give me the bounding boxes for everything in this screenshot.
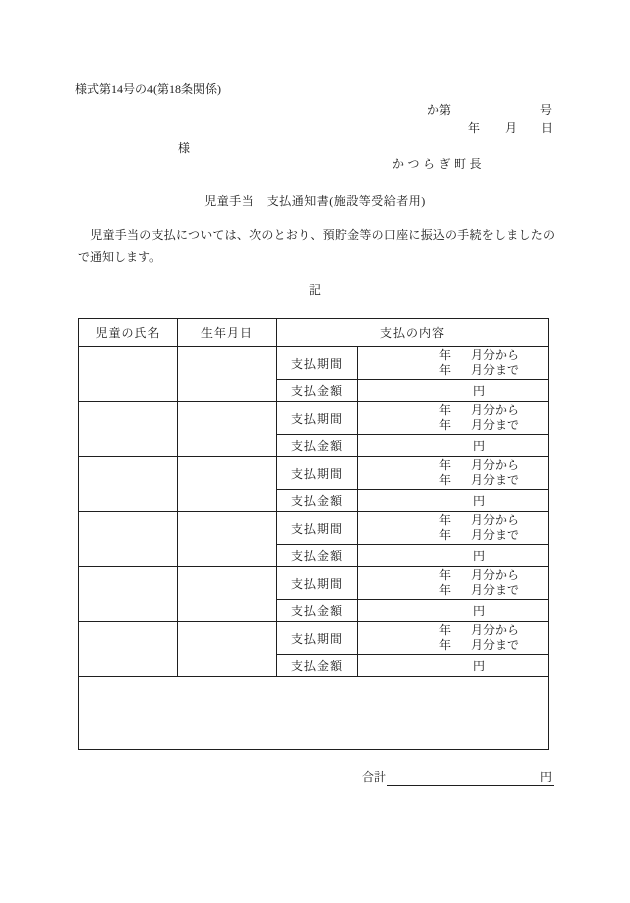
period-to-year-label: 年 bbox=[438, 418, 451, 432]
period-to-year-label: 年 bbox=[438, 583, 451, 597]
period-to-year-label: 年 bbox=[438, 528, 451, 542]
period-to-month-label: 月分まで bbox=[471, 583, 520, 597]
period-label-cell: 支払期間 bbox=[277, 347, 358, 380]
birthdate-cell bbox=[178, 512, 277, 567]
period-from-month-label: 月分から bbox=[471, 513, 520, 527]
total-label: 合計 bbox=[362, 770, 387, 784]
date-month-label: 月 bbox=[505, 121, 518, 135]
birthdate-cell bbox=[178, 457, 277, 512]
header-child-name: 児童の氏名 bbox=[79, 319, 178, 347]
period-from-year-label: 年 bbox=[438, 513, 451, 527]
sender-name: かつらぎ町長 bbox=[392, 157, 486, 171]
period-from-month-label: 月分から bbox=[471, 403, 520, 417]
period-label-cell: 支払期間 bbox=[277, 402, 358, 435]
period-label-cell: 支払期間 bbox=[277, 567, 358, 600]
total-amount-blank bbox=[387, 768, 554, 786]
period-label-cell: 支払期間 bbox=[277, 457, 358, 490]
amount-label-cell: 支払金額 bbox=[277, 545, 358, 567]
amount-label-cell: 支払金額 bbox=[277, 655, 358, 677]
period-label-cell: 支払期間 bbox=[277, 622, 358, 655]
note-mark: 記 bbox=[308, 283, 321, 297]
amount-unit-cell: 円 bbox=[358, 435, 549, 457]
birthdate-cell bbox=[178, 622, 277, 677]
child-name-cell bbox=[79, 402, 178, 457]
addressee-suffix: 様 bbox=[178, 141, 191, 155]
record-period-row bbox=[79, 567, 549, 600]
period-from-month-label: 月分から bbox=[471, 568, 520, 582]
child-name-cell bbox=[79, 512, 178, 567]
period-label-cell: 支払期間 bbox=[277, 512, 358, 545]
amount-unit-cell: 円 bbox=[358, 655, 549, 677]
period-from-month-label: 月分から bbox=[471, 623, 520, 637]
period-value-cell bbox=[358, 347, 549, 380]
record-period-row bbox=[79, 402, 549, 435]
table-header-row bbox=[79, 319, 549, 347]
record-period-row bbox=[79, 622, 549, 655]
document-number-prefix: か第 bbox=[427, 103, 452, 117]
period-value-cell bbox=[358, 622, 549, 655]
record-period-row bbox=[79, 512, 549, 545]
date-year-label: 年 bbox=[468, 121, 481, 135]
period-from-year-label: 年 bbox=[438, 348, 451, 362]
period-to-month-label: 月分まで bbox=[471, 528, 520, 542]
document-title: 児童手当 支払通知書(施設等受給者用) bbox=[204, 194, 426, 208]
period-to-year-label: 年 bbox=[438, 473, 451, 487]
amount-unit-cell: 円 bbox=[358, 380, 549, 402]
amount-label-cell: 支払金額 bbox=[277, 380, 358, 402]
total-unit: 円 bbox=[540, 770, 553, 784]
child-name-cell bbox=[79, 347, 178, 402]
header-payment-details: 支払の内容 bbox=[277, 319, 549, 347]
period-value-cell bbox=[358, 512, 549, 545]
record-period-row bbox=[79, 457, 549, 490]
amount-label-cell: 支払金額 bbox=[277, 600, 358, 622]
amount-unit-cell: 円 bbox=[358, 600, 549, 622]
payment-table bbox=[78, 318, 549, 750]
amount-label-cell: 支払金額 bbox=[277, 435, 358, 457]
child-name-cell bbox=[79, 567, 178, 622]
amount-unit-cell: 円 bbox=[358, 490, 549, 512]
body-paragraph: 児童手当の支払については、次のとおり、預貯金等の口座に振込の手続をしましたので通知します。 bbox=[78, 228, 555, 264]
birthdate-cell bbox=[178, 567, 277, 622]
period-to-year-label: 年 bbox=[438, 638, 451, 652]
table-empty-row bbox=[79, 677, 549, 750]
amount-unit-cell: 円 bbox=[358, 545, 549, 567]
period-to-month-label: 月分まで bbox=[471, 418, 520, 432]
total-line bbox=[362, 768, 554, 786]
period-value-cell bbox=[358, 457, 549, 490]
form-number: 様式第14号の4(第18条関係) bbox=[75, 82, 221, 96]
period-value-cell bbox=[358, 402, 549, 435]
child-name-cell bbox=[79, 457, 178, 512]
period-from-year-label: 年 bbox=[438, 458, 451, 472]
remarks-empty-cell bbox=[79, 677, 549, 750]
period-to-month-label: 月分まで bbox=[471, 363, 520, 377]
period-from-year-label: 年 bbox=[438, 568, 451, 582]
header-birthdate: 生年月日 bbox=[178, 319, 277, 347]
child-name-cell bbox=[79, 622, 178, 677]
date-day-label: 日 bbox=[541, 121, 554, 135]
period-to-month-label: 月分まで bbox=[471, 473, 520, 487]
period-from-month-label: 月分から bbox=[471, 458, 520, 472]
document-number-suffix: 号 bbox=[540, 103, 553, 117]
period-to-month-label: 月分まで bbox=[471, 638, 520, 652]
birthdate-cell bbox=[178, 402, 277, 457]
period-from-year-label: 年 bbox=[438, 403, 451, 417]
period-value-cell bbox=[358, 567, 549, 600]
birthdate-cell bbox=[178, 347, 277, 402]
record-period-row bbox=[79, 347, 549, 380]
period-to-year-label: 年 bbox=[438, 363, 451, 377]
period-from-month-label: 月分から bbox=[471, 348, 520, 362]
amount-label-cell: 支払金額 bbox=[277, 490, 358, 512]
period-from-year-label: 年 bbox=[438, 623, 451, 637]
